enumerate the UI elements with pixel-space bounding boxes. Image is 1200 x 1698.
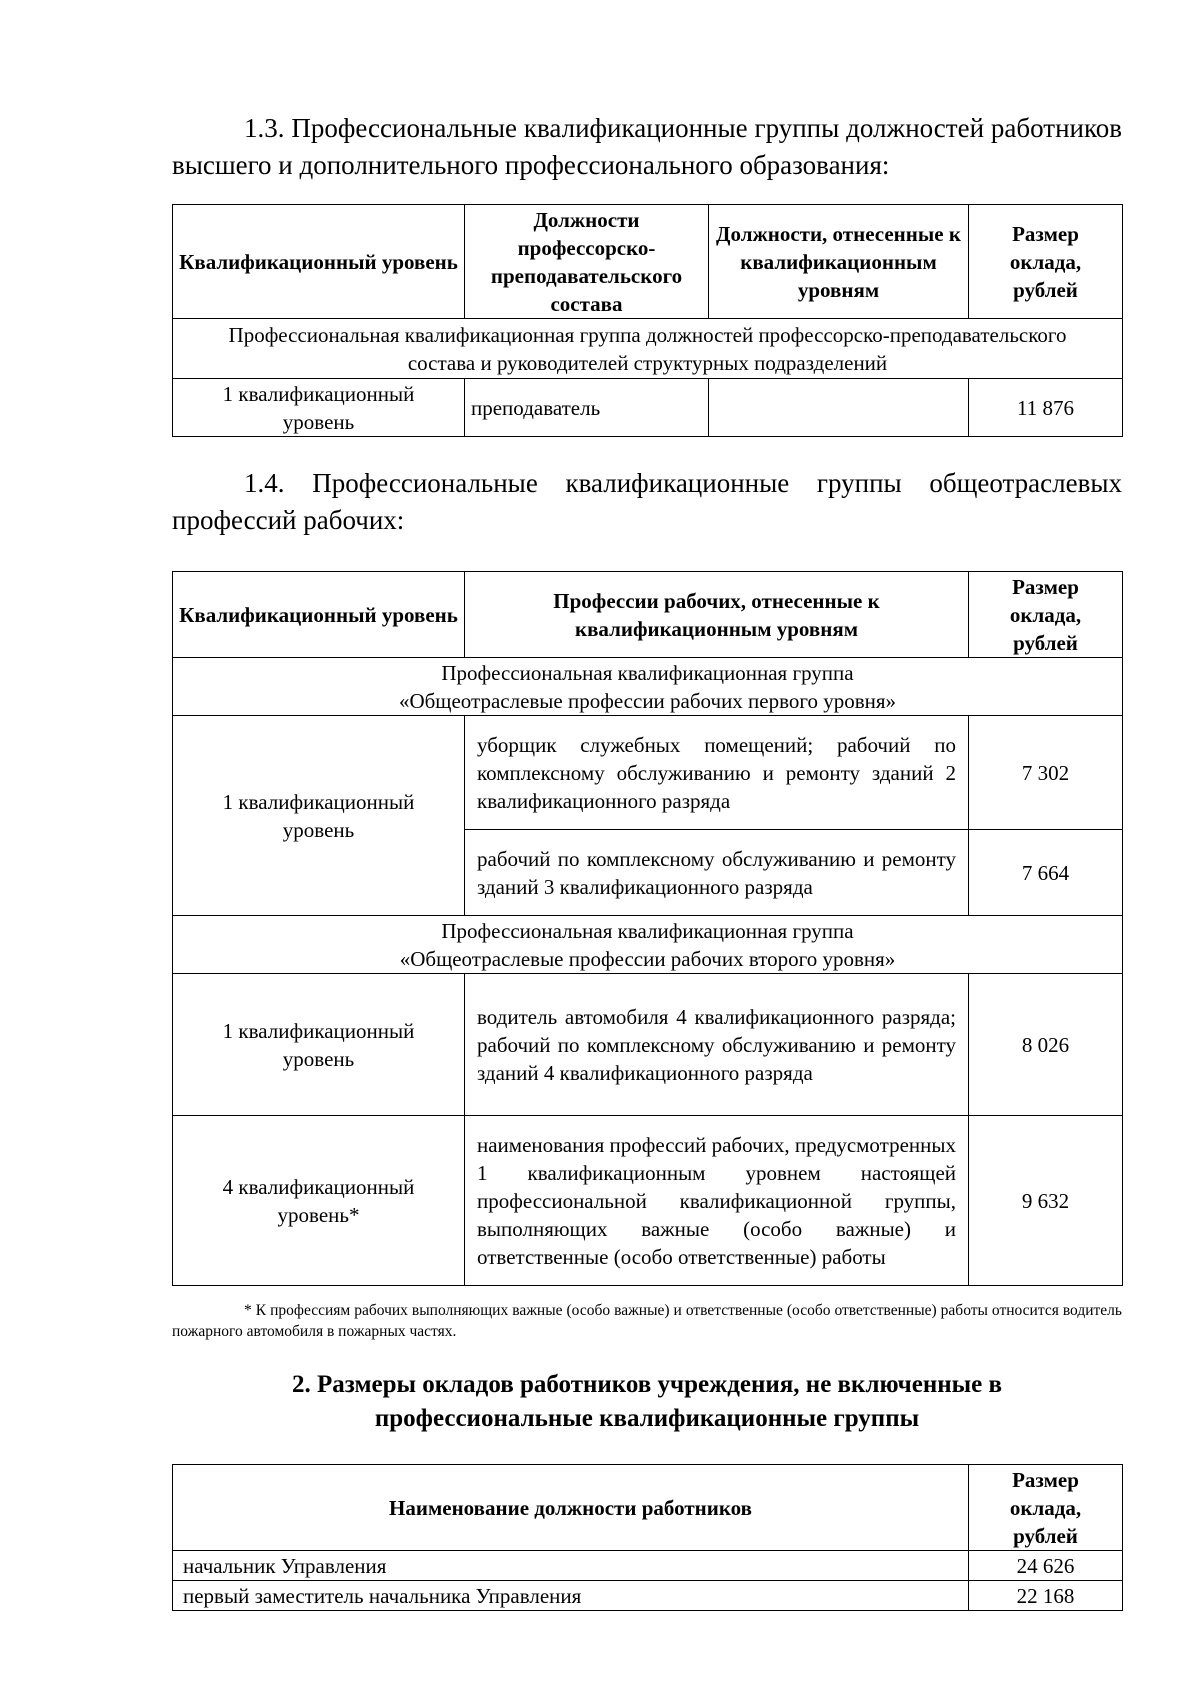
group-title bbox=[173, 916, 1123, 974]
salary-cell: 7 302 bbox=[969, 716, 1123, 830]
table-1-3-header-row bbox=[173, 205, 1123, 319]
table-2 bbox=[172, 1464, 1123, 1611]
document-page bbox=[172, 110, 1122, 1611]
table-1-4-header-row bbox=[173, 572, 1123, 658]
section-2-heading bbox=[172, 1368, 1122, 1436]
other-cell bbox=[709, 379, 969, 437]
section-1-4-intro: 1.4. Профессиональные квалификационные группы общеотраслевых профессий рабочих: bbox=[172, 468, 1122, 535]
section-2-heading-line2: профессиональные квалификационные группы bbox=[374, 1405, 920, 1432]
col-header-position-name: Наименование должности работников bbox=[173, 1465, 969, 1551]
position-cell: преподаватель bbox=[465, 379, 709, 437]
col-header-salary: Размер оклада, рублей bbox=[969, 205, 1123, 319]
section-1-4-intro-wrap bbox=[172, 465, 1122, 541]
table-row bbox=[173, 379, 1123, 437]
level-cell: 1 квалификационный уровень bbox=[173, 974, 465, 1116]
table-row bbox=[173, 974, 1123, 1116]
salary-cell: 22 168 bbox=[969, 1581, 1123, 1611]
col-header-level: Квалификационный уровень bbox=[173, 205, 465, 319]
table-row bbox=[173, 1116, 1123, 1286]
section-2-heading-line1: 2. Размеры окладов работников учреждения, не включенные в bbox=[291, 1371, 1002, 1398]
col-header-level: Квалификационный уровень bbox=[173, 572, 465, 658]
table-row bbox=[173, 1551, 1123, 1581]
col-header-salary: Размер оклада, рублей bbox=[969, 572, 1123, 658]
section-1-3-intro: 1.3. Профессиональные квалификационные группы должностей работников высшего и дополнительного профессионального образования: bbox=[172, 113, 1122, 180]
table-1-3-group-row bbox=[173, 319, 1123, 379]
table-2-header-row bbox=[173, 1465, 1123, 1551]
profession-cell: водитель автомобиля 4 квалификационного разряда; рабочий по комплексному обслуживанию и ремонту зданий 4 квалификационного разряда bbox=[465, 974, 969, 1116]
profession-cell: уборщик служебных помещений; рабочий по комплексному обслуживанию и ремонту зданий 2 квалификационного разряда bbox=[465, 716, 969, 830]
group-title: Профессиональная квалификационная группа должностей профессорско-преподавательского состава и руководителей структурных подразделений bbox=[173, 319, 1123, 379]
col-header-faculty-positions: Должности профессорско-преподавательского состава bbox=[465, 205, 709, 319]
level-cell: 1 квалификационный уровень bbox=[173, 379, 465, 437]
salary-cell: 24 626 bbox=[969, 1551, 1123, 1581]
footnote: * К профессиям рабочих выполняющих важные (особо важные) и ответственные (особо ответственные) работы относится водитель пожарного автомобиля в пожарных частях. bbox=[172, 1302, 1122, 1340]
group-title-line1: Профессиональная квалификационная группа bbox=[441, 918, 854, 943]
col-header-professions: Профессии рабочих, отнесенные к квалификационным уровням bbox=[465, 572, 969, 658]
salary-cell: 9 632 bbox=[969, 1116, 1123, 1286]
level-cell: 1 квалификационный уровень bbox=[173, 716, 465, 916]
position-name-cell: первый заместитель начальника Управления bbox=[173, 1581, 969, 1611]
group-title-line2: «Общеотраслевые профессии рабочих второго уровня» bbox=[399, 946, 896, 971]
group-row-first-level bbox=[173, 658, 1123, 716]
salary-cell: 11 876 bbox=[969, 379, 1123, 437]
profession-cell: рабочий по комплексному обслуживанию и ремонту зданий 3 квалификационного разряда bbox=[465, 830, 969, 916]
col-header-salary: Размер оклада, рублей bbox=[969, 1465, 1123, 1551]
group-title-line1: Профессиональная квалификационная группа bbox=[441, 660, 854, 685]
table-row bbox=[173, 716, 1123, 830]
position-name-cell: начальник Управления bbox=[173, 1551, 969, 1581]
col-header-other-positions: Должности, отнесенные к квалификационным уровням bbox=[709, 205, 969, 319]
group-title bbox=[173, 658, 1123, 716]
table-1-4 bbox=[172, 571, 1123, 1286]
group-row-second-level bbox=[173, 916, 1123, 974]
group-title-line2: «Общеотраслевые профессии рабочих первого уровня» bbox=[398, 688, 897, 713]
salary-cell: 8 026 bbox=[969, 974, 1123, 1116]
level-cell: 4 квалификационный уровень* bbox=[173, 1116, 465, 1286]
table-1-3 bbox=[172, 204, 1123, 437]
section-1-3-intro-wrap bbox=[172, 110, 1122, 186]
table-row bbox=[173, 1581, 1123, 1611]
profession-cell: наименования профессий рабочих, предусмотренных 1 квалификационным уровнем настоящей профессиональной квалификационной группы, выполняющих важные (особо важные) и ответственные (особо ответственные) работы bbox=[465, 1116, 969, 1286]
salary-cell: 7 664 bbox=[969, 830, 1123, 916]
